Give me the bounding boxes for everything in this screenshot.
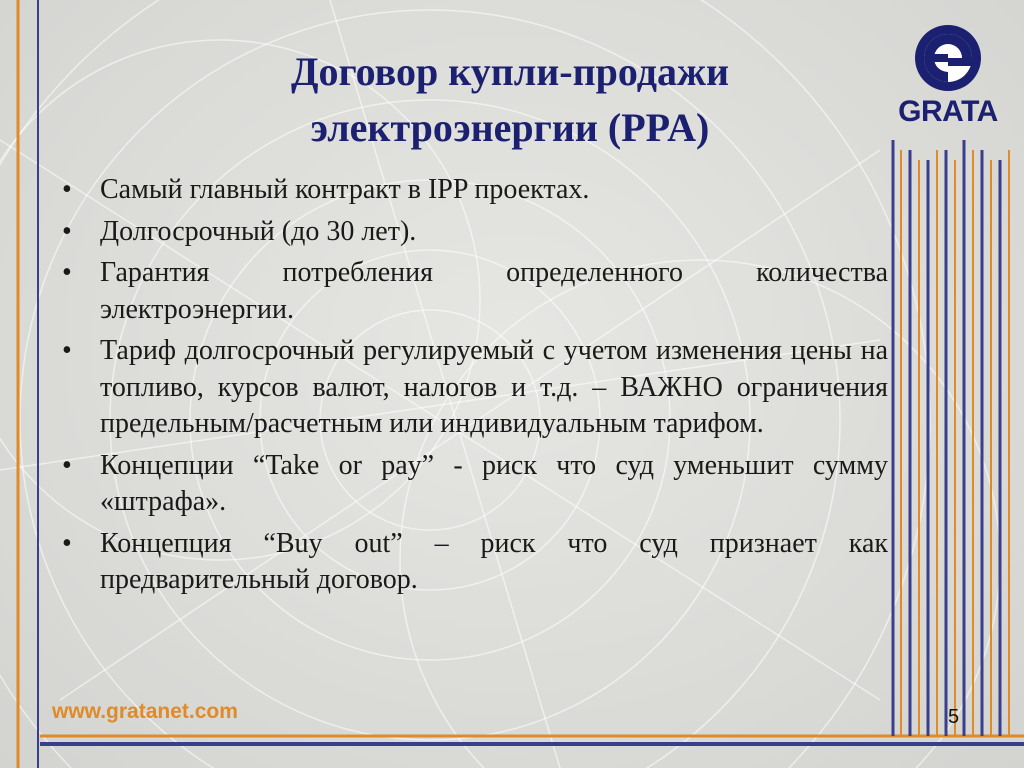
bullet-marker: •	[62, 257, 72, 288]
list-item	[62, 333, 888, 443]
grata-g-logo-icon	[888, 22, 1008, 97]
bullet-text: Самый главный контракт в IPP проектах.	[100, 174, 590, 205]
bullet-text: Долгосрочный (до 30 лет).	[100, 215, 417, 247]
bullet-marker: •	[62, 335, 72, 366]
bullet-marker: •	[62, 215, 72, 247]
list-item	[62, 255, 888, 328]
bullet-text: Тариф долгосрочный регулируемый с учетом изменения цены на топливо, курсов валют, налогов и т.д. – ВАЖНО ограничения предельным/расчетным или индивидуальным тарифом.	[100, 335, 888, 439]
bullet-text: Концепция “Buy out” – риск что суд признает как предварительный договор.	[100, 527, 888, 595]
list-item	[62, 448, 888, 521]
slide-title	[200, 44, 820, 156]
bullet-marker: •	[62, 174, 72, 205]
logo-wordmark: GRATA	[898, 95, 998, 128]
slide-title-line-2: электроэнергии (PPA)	[310, 105, 710, 150]
bullet-text: Гарантия потребления определенного количества электроэнергии.	[100, 257, 888, 325]
bullet-marker: •	[62, 527, 72, 559]
footer-website-link[interactable]: www.gratanet.com	[52, 700, 238, 723]
list-item	[62, 172, 888, 209]
list-item	[62, 214, 888, 251]
bullet-marker: •	[62, 449, 72, 481]
grata-logo	[888, 22, 1008, 132]
bullet-text: Концепции “Take or pay” - риск что суд уменьшит сумму «штрафа».	[100, 449, 888, 517]
page-number: 5	[948, 706, 960, 728]
bullet-list	[62, 172, 888, 604]
list-item	[62, 526, 888, 599]
slide-title-line-1: Договор купли-продажи	[290, 49, 730, 94]
